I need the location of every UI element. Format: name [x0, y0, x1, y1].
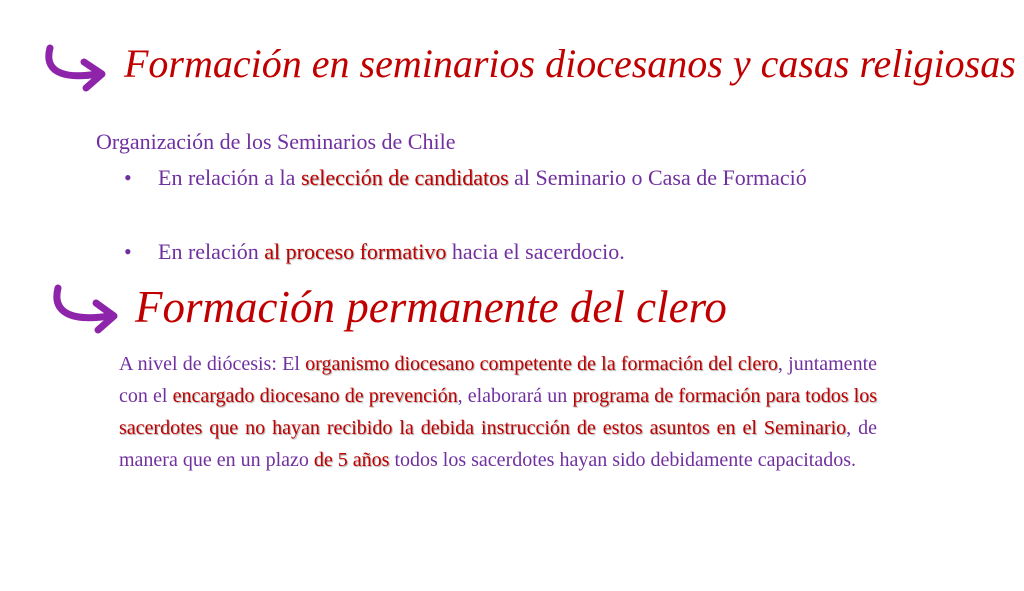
bullet-text: al Seminario o Casa de Formació [508, 165, 807, 190]
paragraph-text: , juntamente con el [119, 353, 877, 407]
bullet-text: En relación a la [158, 165, 301, 190]
paragraph-text: , elaborará un [457, 385, 573, 407]
paragraph-highlight: programa de formación para todos los sacerdotes que no hayan recibido la debida instrucción de estos asuntos en el Seminario [119, 385, 877, 439]
subtitle: Organización de los Seminarios de Chile [96, 129, 456, 154]
bullet-text: hacia el sacerdocio. [446, 239, 625, 264]
section-title: Formación permanente del clero [135, 282, 727, 332]
paragraph-highlight: encargado diocesano de prevención [172, 385, 458, 407]
bullet-highlight: al proceso formativo [264, 239, 447, 264]
paragraph-text: todos los sacerdotes hayan sido debidamente capacitados. [389, 449, 856, 471]
bullet-highlight: selección de candidatos [300, 165, 509, 190]
paragraph-highlight: de 5 años [313, 449, 390, 471]
bullet-text: En relación [158, 239, 265, 264]
paragraph-highlight: organismo diocesano competente de la formación del clero [305, 353, 778, 375]
curved-arrow-icon [40, 44, 120, 94]
curved-arrow-icon [48, 284, 132, 336]
paragraph-text: A nivel de diócesis: El [119, 353, 306, 375]
bullet-item [124, 163, 807, 193]
paragraph-text: , de manera que en un plazo [119, 417, 877, 471]
bullet-item [124, 237, 625, 267]
section-title: Formación en seminarios diocesanos y casas religiosas [124, 41, 1016, 86]
bullet-marker: • [124, 239, 132, 264]
bullet-marker: • [124, 165, 132, 190]
body-paragraph [119, 348, 877, 476]
